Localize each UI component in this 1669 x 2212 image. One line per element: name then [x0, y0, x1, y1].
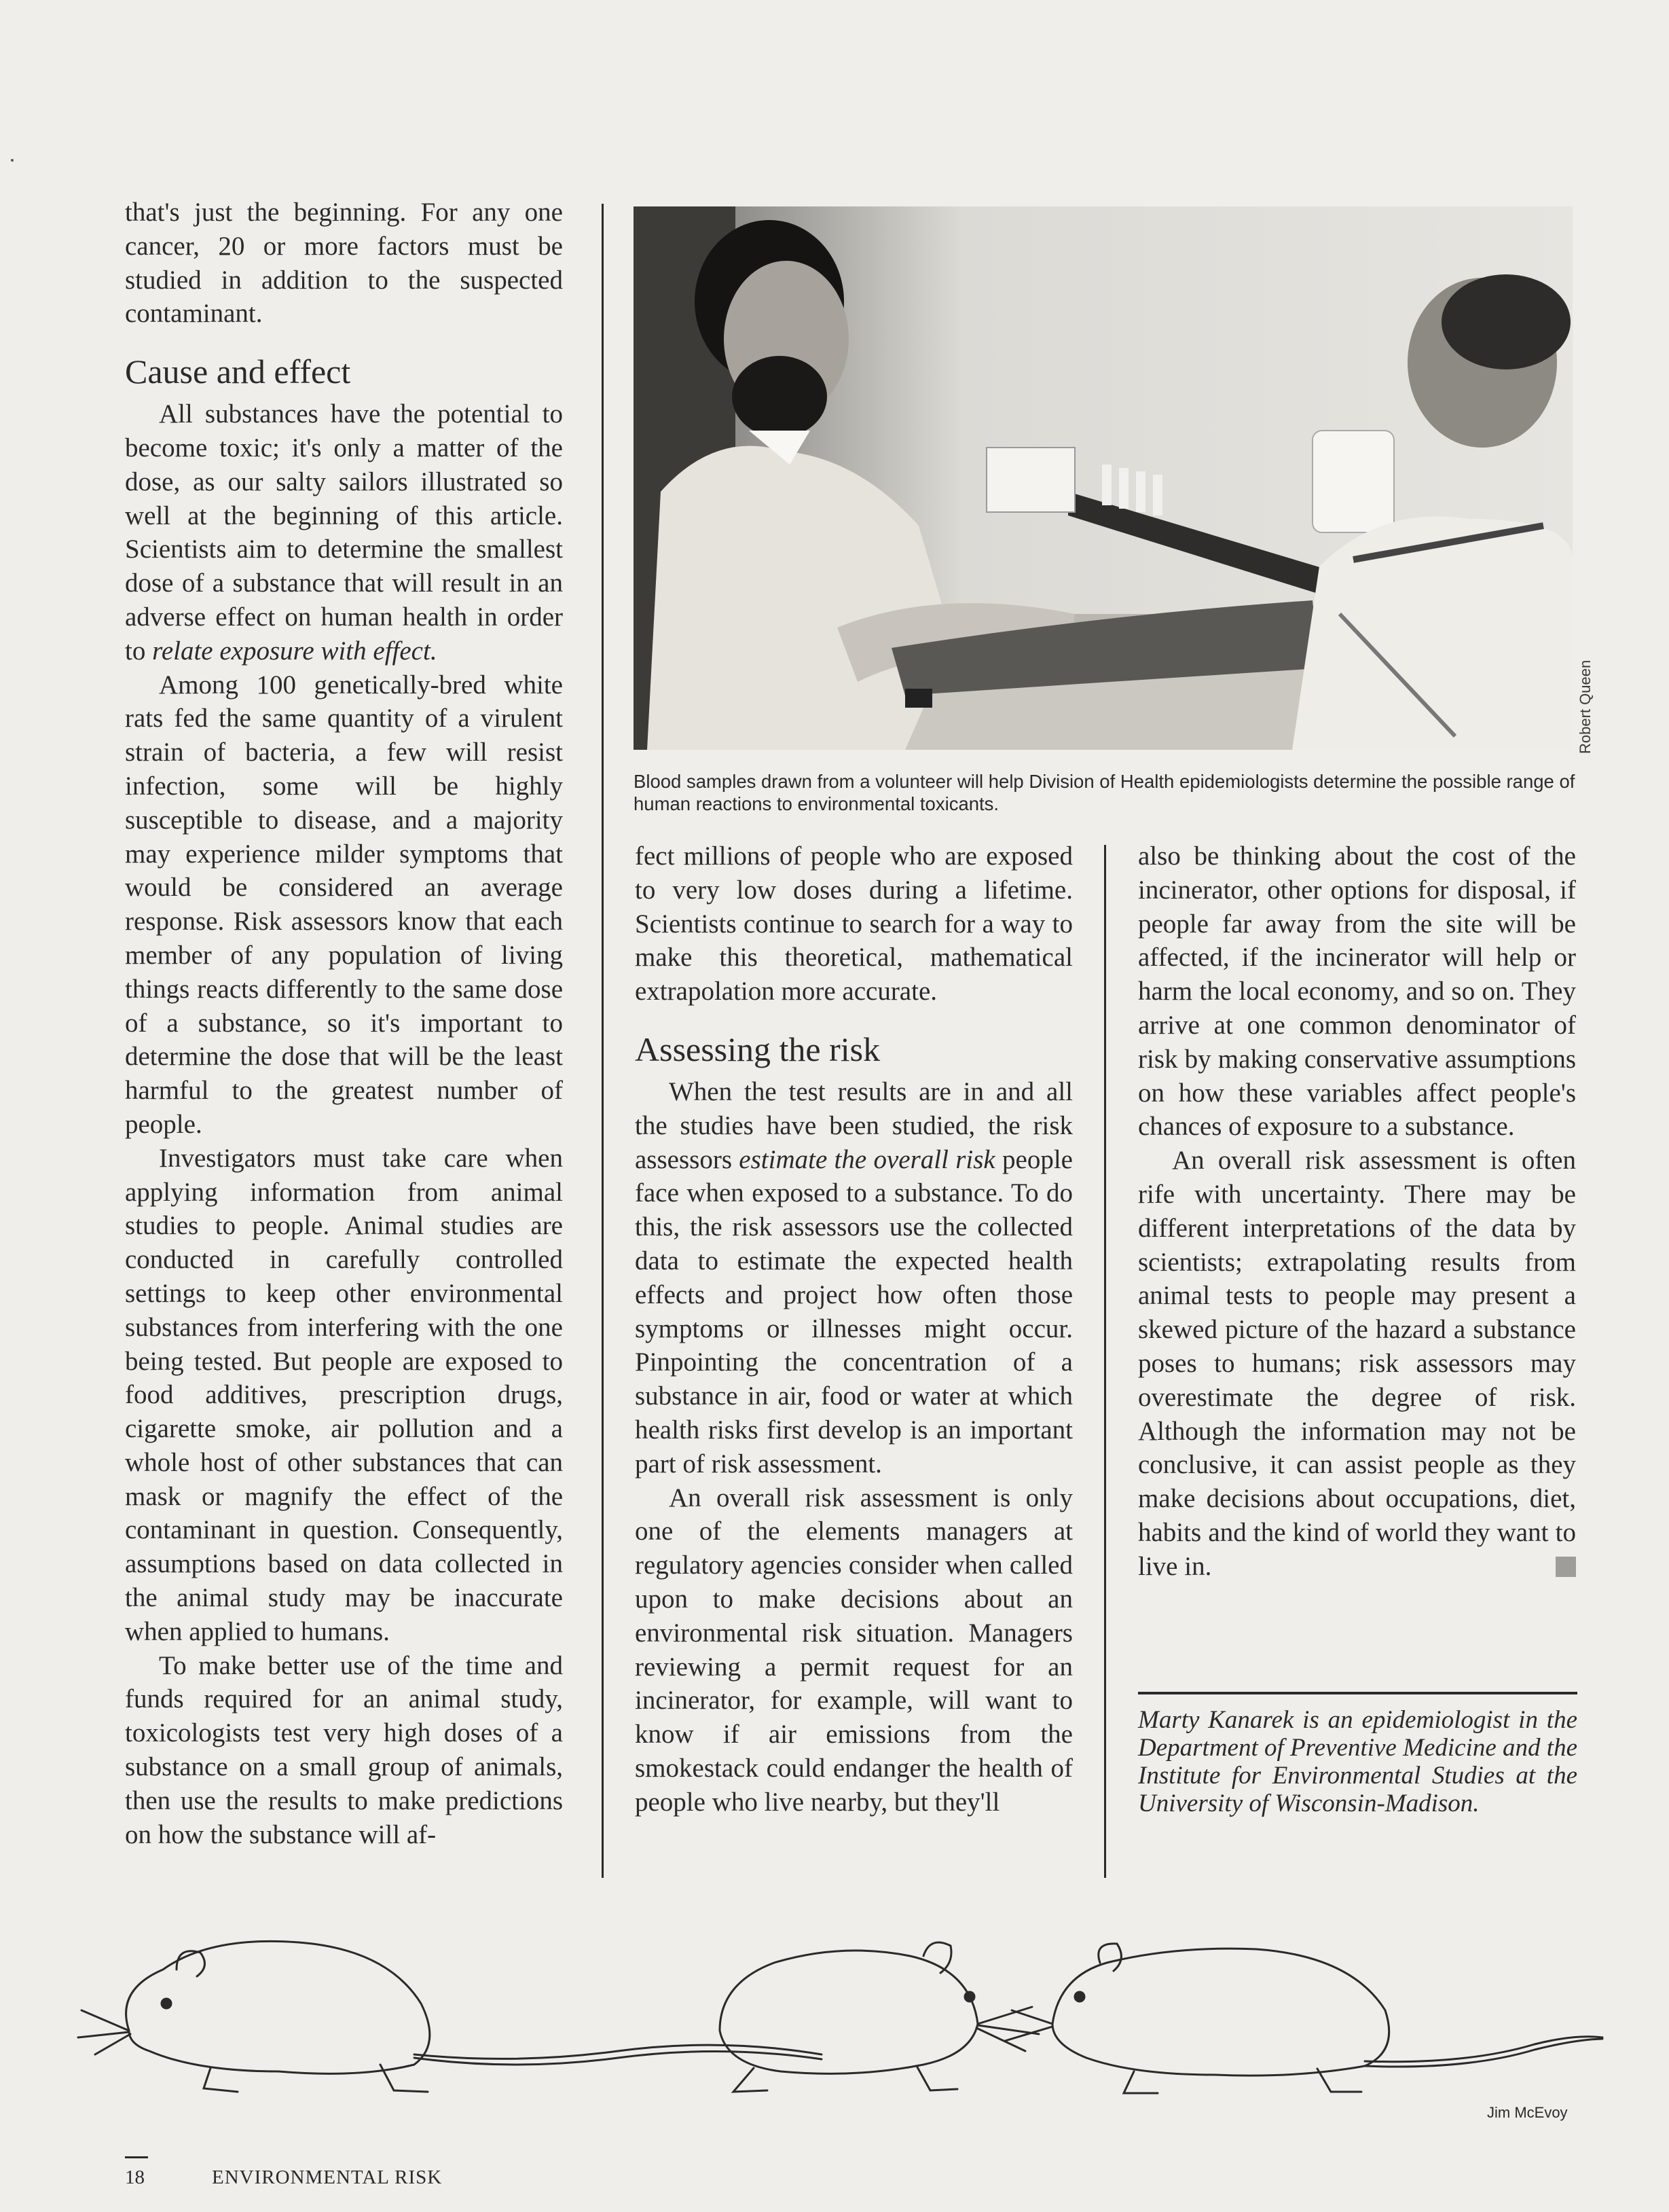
- paragraph-text: When the test results are in and all the studies have been studied, the risk assessors: [635, 1076, 1073, 1174]
- rat-middle-body: [720, 1951, 978, 2073]
- rat-right-body: [1052, 1948, 1389, 2075]
- photo-credit: Robert Queen: [1577, 659, 1594, 754]
- section-heading-cause-and-effect: Cause and effect: [125, 352, 351, 391]
- emphasis-text: estimate the overall risk: [739, 1144, 995, 1174]
- running-head: ENVIRONMENTAL RISK: [212, 2166, 443, 2188]
- section-heading-assessing-the-risk: Assessing the risk: [635, 1030, 881, 1068]
- illustration-credit: Jim McEvoy: [1487, 2104, 1568, 2121]
- article-column-3: [1138, 839, 1576, 1584]
- paragraph: Investigators must take care when applying information from animal studies to people. Animal studies are conducted in carefully controlled settings to keep other environmental substances from interfering with the one being tested. But people are exposed to food additives, prescription drugs, cigarette smoke, air pollution and a whole host of other substances that can mask or magnify the effect of the contaminant in question. Consequently, assumptions based on data collected in the animal study may be inaccurate when applied to humans.: [125, 1143, 563, 1646]
- rat-left-body: [126, 1941, 430, 2073]
- paragraph: [1138, 1144, 1576, 1583]
- photo-blood-sample: [634, 206, 1573, 750]
- paragraph-text: All substances have the potential to become toxic; it's only a matter of the dose, as our salty sailors illustrated so well at the beginning of this article. Scientists aim to determine the smallest dose of a substance that will result in an adverse effect on human health in order to: [125, 399, 563, 666]
- column-rule-2: [1104, 845, 1106, 1878]
- photo-illustration: [634, 206, 1573, 750]
- article-column-1: [125, 196, 563, 1851]
- folio-rule: [125, 2156, 148, 2158]
- paragraph-text: An overall risk assessment is often rife with uncertainty. There may be different interpretations of the data by scientists; extrapolating results from animal tests to people may present a skewed picture of the hazard a substance poses to humans; risk assessors may overestimate the degree of risk. Although the information may not be conclusive, it can assist people as they make decisions about occupations, diet, habits and the kind of world they want to live in.: [1138, 1146, 1576, 1581]
- paragraph: [125, 397, 563, 668]
- paragraph: [635, 1075, 1073, 1481]
- paragraph: fect millions of people who are exposed to very low doses during a lifetime. Scientists continue to search for a way to make this theoretical, mathematical extrapolation more accurate.: [635, 841, 1073, 1007]
- end-of-article-mark: [1556, 1557, 1576, 1577]
- photo-caption: Blood samples drawn from a volunteer will help Division of Health epidemiologists determine the possible range of human reactions to environmental toxicants.: [634, 771, 1575, 814]
- column-rule-1: [602, 204, 604, 1878]
- rat-right-tail: [1365, 2037, 1602, 2062]
- bio-rule: [1138, 1692, 1577, 1694]
- paragraph: An overall risk assessment is only one of the elements managers at regulatory agencies consider when called upon to make decisions about an environmental risk situation. Managers reviewing a permit request for an incinerator, for example, will want to know if air emissions from the smokestack could endanger the health of people who live nearby, but they'll: [635, 1483, 1073, 1817]
- page-number: 18: [125, 2166, 145, 2188]
- paragraph: that's just the beginning. For any one cancer, 20 or more factors must be studied in addition to the suspected contaminant.: [125, 198, 563, 329]
- emphasis-text: relate exposure with effect.: [152, 636, 437, 666]
- paragraph-text: people face when exposed to a substance. To do this, the risk assessors use the collected data to estimate the expected health effects and project how often those symptoms or illnesses might occur. Pinpointing the concentration of a substance in air, food or water at which health risks first develop is an important part of risk assessment.: [635, 1144, 1073, 1479]
- article-column-2: [635, 839, 1073, 1819]
- author-bio: Marty Kanarek is an epidemiologist in the Department of Preventive Medicine and the Institute for Environmental Studies at the University of Wisconsin-Madison.: [1138, 1706, 1577, 1817]
- page-speck: [11, 159, 14, 162]
- paragraph: Among 100 genetically-bred white rats fed the same quantity of a virulent strain of bacteria, a few will resist infection, some will be highly susceptible to disease, and a majority may experience milder symptoms that would be considered an average response. Risk assessors know that each member of any population of living things reacts differently to the same dose of a substance, so it's important to determine the dose that will be the least harmful to the greatest number of people.: [125, 670, 563, 1139]
- paragraph: To make better use of the time and funds required for an animal study, toxicologists test very high doses of a substance on a small group of animals, then use the results to make predictions on how the substance will af-: [125, 1650, 563, 1849]
- paragraph: also be thinking about the cost of the incinerator, other options for disposal, if people far away from the site will be affected, if the incinerator will help or harm the local economy, and so on. They arrive at one common denominator of risk by making conservative assumptions on how these variables affect people's chances of exposure to a substance.: [1138, 841, 1576, 1142]
- rats-illustration: [75, 1908, 1609, 2112]
